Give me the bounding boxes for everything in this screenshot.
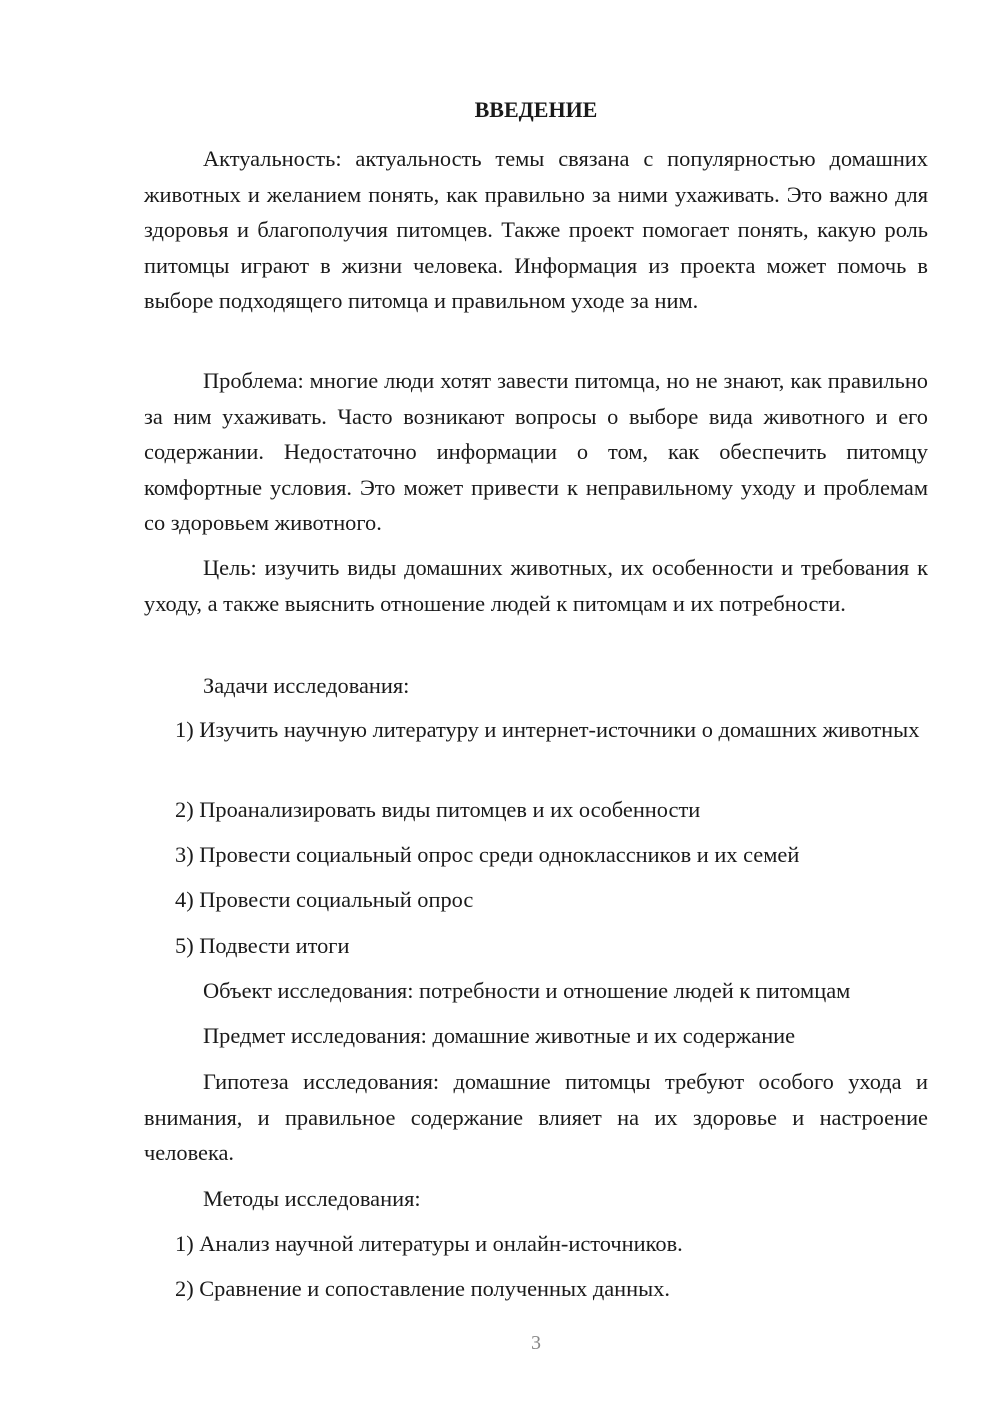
- task-item-3: 3) Провести социальный опрос среди одноклассников и их семей: [175, 842, 800, 867]
- page-number: 3: [531, 1332, 541, 1354]
- relevance-paragraph: Актуальность: актуальность темы связана с популярностью домашних животных и желанием понять, как правильно за ними ухаживать. Это важно для здоровья и благополучия питомцев. Также проект помогает понять, какую роль питомцы играют в жизни человека. Информация из проекта может помочь в выборе подходящего питомца и правильном уходе за ним.: [144, 146, 928, 313]
- methods-heading: Методы исследования:: [203, 1186, 421, 1211]
- object-paragraph: Объект исследования: потребности и отношение людей к питомцам: [203, 978, 851, 1003]
- goal-paragraph: Цель: изучить виды домашних животных, их особенности и требования к уходу, а также выяснить отношение людей к питомцам и их потребности.: [144, 555, 928, 616]
- method-item-1: 1) Анализ научной литературы и онлайн-источников.: [175, 1231, 683, 1256]
- hypothesis-paragraph: Гипотеза исследования: домашние питомцы требуют особого ухода и внимания, и правильное содержание влияет на их здоровье и настроение человека.: [144, 1069, 928, 1165]
- subject-paragraph: Предмет исследования: домашние животные и их содержание: [203, 1023, 796, 1048]
- problem-paragraph: Проблема: многие люди хотят завести питомца, но не знают, как правильно за ним ухаживать. Часто возникают вопросы о выборе вида животного и его содержании. Недостаточно информации о том, как обеспечить питомцу комфортные условия. Это может привести к неправильному уходу и проблемам со здоровьем животного.: [144, 368, 928, 535]
- task-item-2: 2) Проанализировать виды питомцев и их особенности: [175, 797, 701, 822]
- task-item-4: 4) Провести социальный опрос: [175, 887, 474, 912]
- task-item-5: 5) Подвести итоги: [175, 933, 350, 958]
- task-item-1: 1) Изучить научную литературу и интернет-источники о домашних животных: [175, 717, 920, 742]
- section-title: ВВЕДЕНИЕ: [474, 97, 598, 122]
- tasks-heading: Задачи исследования:: [203, 673, 410, 698]
- document-page: [144, 0, 928, 1414]
- method-item-2: 2) Сравнение и сопоставление полученных данных.: [175, 1276, 670, 1301]
